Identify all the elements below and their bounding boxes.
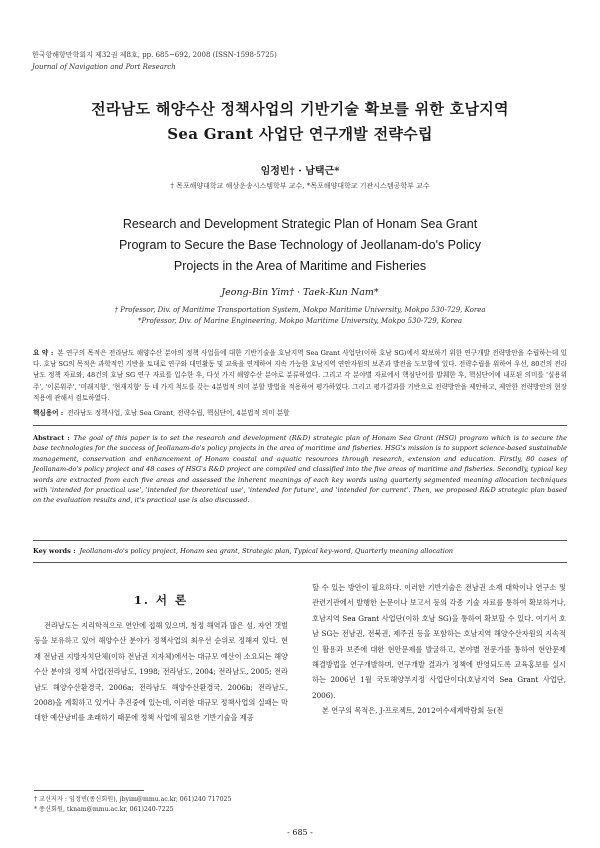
divider-1 — [33, 425, 567, 426]
korean-abstract-text: 본 연구의 목적은 전라남도 해양수산 분야의 정책 사업들에 대한 기반기술을 호남지역 Sea Grant 사업단(이하 호남 SG)에서 확보하기 위한 연구개발 전략방안을 수립하는데 있다. 호남 SG의 목적은 과학적인 기반을 토대로 연구와 대민활동 및 교육을 연계하여 지속 가능한 호남지역 연안자원의 보존과 발전을 도모함에 있다. 전략수립을 위하여 우선, 80건의 전라남도 정책 자료와, 48건의 호남 SG 연구 자료를 입수한 후, 다섯 가지 해양수산 분야로 분류하였다. 그리고 각 분야별 자료에서 핵심단어를 발췌한 후, 핵심단어에 내포된 의미를 '실용위주', '이론위주', '미래지향', '현재지향' 등 네 가지 척도를 갖는 4분법적 의미 분할 방법을 적용하여 평가하였다. 그리고 평가결과를 기반으로 전략방안을 제안하고, 제안한 전략방안의 현장적용에 관해서 검토하였다. — [33, 349, 568, 402]
korean-keywords-label: 핵심용어 : — [33, 409, 64, 417]
english-authors: Jeong-Bin Yim† · Taek-Kun Nam* — [221, 287, 379, 298]
english-keywords-label: Key words : — [33, 547, 76, 555]
divider-3 — [33, 562, 567, 563]
korean-authors: 임정빈† · 남택근* — [260, 166, 340, 177]
english-affiliation-1: † Professor, Div. of Maritime Transportation System, Mokpo Maritime University, Mokpo 530-729, Korea — [114, 306, 486, 314]
english-abstract-text: The goal of this paper is to set the research and development (R&D) strategic plan of Honam Sea Grant (HSG) program which is to secure the base technologies for the success of Jeollanam-do's policy projects in the area of maritime and fisheries. HSG's mission is to support science-based sustainable management, conservation and enhancement of Honam coastal and aquatic resources through research, extension and education. Firstly, 80 cases of Jeollanam-do's policy project and 48 cases of HSG's R&D project are compiled and classified into the five areas of maritime and fisheries. Secondly, typical key words are extracted from each five areas and assessed the inherent meanings of each key words using quarterly segmented meaning allocation techniques with 'intended for practical use', 'intended for theoretical use', 'intended for future', and 'intended for current'. Then, we proposed R&D strategic plan based on the evaluation results and, it's practical use is also discussed. — [33, 434, 567, 505]
footnote-coauthor: * 종신회원, tknam@mmu.ac.kr, 061)240-7225 — [34, 806, 174, 813]
body-column-right — [312, 580, 566, 719]
english-title-line-1: Research and Development Strategic Plan of Honam Sea Grant — [122, 217, 478, 231]
page-number: - 685 - — [287, 828, 313, 837]
korean-abstract — [33, 348, 567, 404]
korean-keywords-text: 전라남도 정책사업, 호남 Sea Grant, 전략수립, 핵심단어, 4분법적 의미 분할 — [67, 409, 290, 417]
body-paragraph: 할 수 있는 방안이 필요하다. 이러한 기반기술은 전남권 소재 대학이나 연구소 및 관련기관에서 발행한 논문이나 보고서 등의 각종 기술 자료를 통하여 확보하거나, 호남지역 Sea Grant 사업단(이하 호남 SG)을 통하여 확보할 수 있다. 여기서 호남 SG는 전남권, 전북권, 제주권 등을 포함하는 호남지역 해양수산자원의 지속적인 활용과 보존에 대한 현안문제를 발굴하고, 본야별 전문가를 통하여 현안문제 해결방법을 연구개발하며, 연구개발 결과가 정책에 반영되도록 교육홍보를 실시하는 2006년 1월 국토해양부지정 사업단이다(호남지역 Sea Grant 사업단, 2006). — [312, 583, 566, 700]
english-keywords — [33, 546, 567, 557]
footnote-corresponding-author: † 교신저자 : 임정빈(종신회원), jbyim@mmu.ac.kr, 061)240 717025 — [34, 796, 232, 803]
divider-2 — [33, 540, 567, 541]
korean-abstract-label: 요 약 : — [33, 349, 54, 357]
english-title-line-2: Program to Secure the Base Technology of Jeollanam-do's Policy — [118, 238, 482, 252]
korean-title-line-1: 전라남도 해양수산 정책사업의 기반기술 확보를 위한 호남지역 — [91, 100, 509, 118]
korean-title-line-2: Sea Grant 사업단 연구개발 전략수립 — [167, 125, 433, 143]
english-affiliation-2: *Professor, Div. of Marine Engineering, Mokpo Maritime University, Mokpo 530-729, Korea — [137, 317, 463, 325]
body-paragraph: 전라남도는 지리학적으로 연안에 접해 있으며, 청정 해역과 많은 섬, 자연 갯벌 등을 보유하고 있어 해양수산 분야가 정책사업의 최우선 순위로 정해져 있다. 현재 전남권 지방자치단체(이하 전남권 지자체)에서는 대규모 예산이 소요되는 해양수산 분야의 정책 사업(전라남도, 1998; 전라남도, 2004; 전라남도, 2005; 전라남도 해양수산환경국, 2006a; 전라남도 해양수산환경국, 2006b; 전라남도, 2008)을 계획하고 있거나 추진중에 있는데, 이러한 대규모 정책사업의 실패는 막대한 예산낭비를 초래하기 때문에 정책 사업에 필요한 기반기술을 제공 — [34, 621, 288, 723]
journal-name: Journal of Navigation and Port Research — [32, 63, 176, 71]
english-abstract-label: Abstract : — [33, 434, 70, 442]
body-column-left — [34, 580, 288, 726]
korean-keywords — [33, 408, 567, 419]
korean-affiliation: † 목포해양대학교 해상운송시스템학부 교수, *목포해양대학교 기관시스템공학부 교수 — [170, 182, 430, 190]
body-paragraph: 본 연구의 목적은, J-프로젝트, 2012여수세계박람회 등(전 — [322, 706, 504, 716]
section-heading: 1. 서 론 — [133, 593, 189, 607]
english-keywords-text: Jeollanam-do's policy project, Honam sea grant, Strategic plan, Typical key-word, Quarterly meaning allocation — [79, 547, 454, 555]
footnote-divider — [34, 790, 144, 791]
english-abstract — [33, 433, 567, 506]
english-title-line-3: Projects in the Area of Maritime and Fisheries — [173, 259, 427, 273]
journal-citation: 한국항해항만학회지 제32권 제8호, pp. 685~692, 2008 (ISSN-1598-5725) — [32, 51, 277, 59]
